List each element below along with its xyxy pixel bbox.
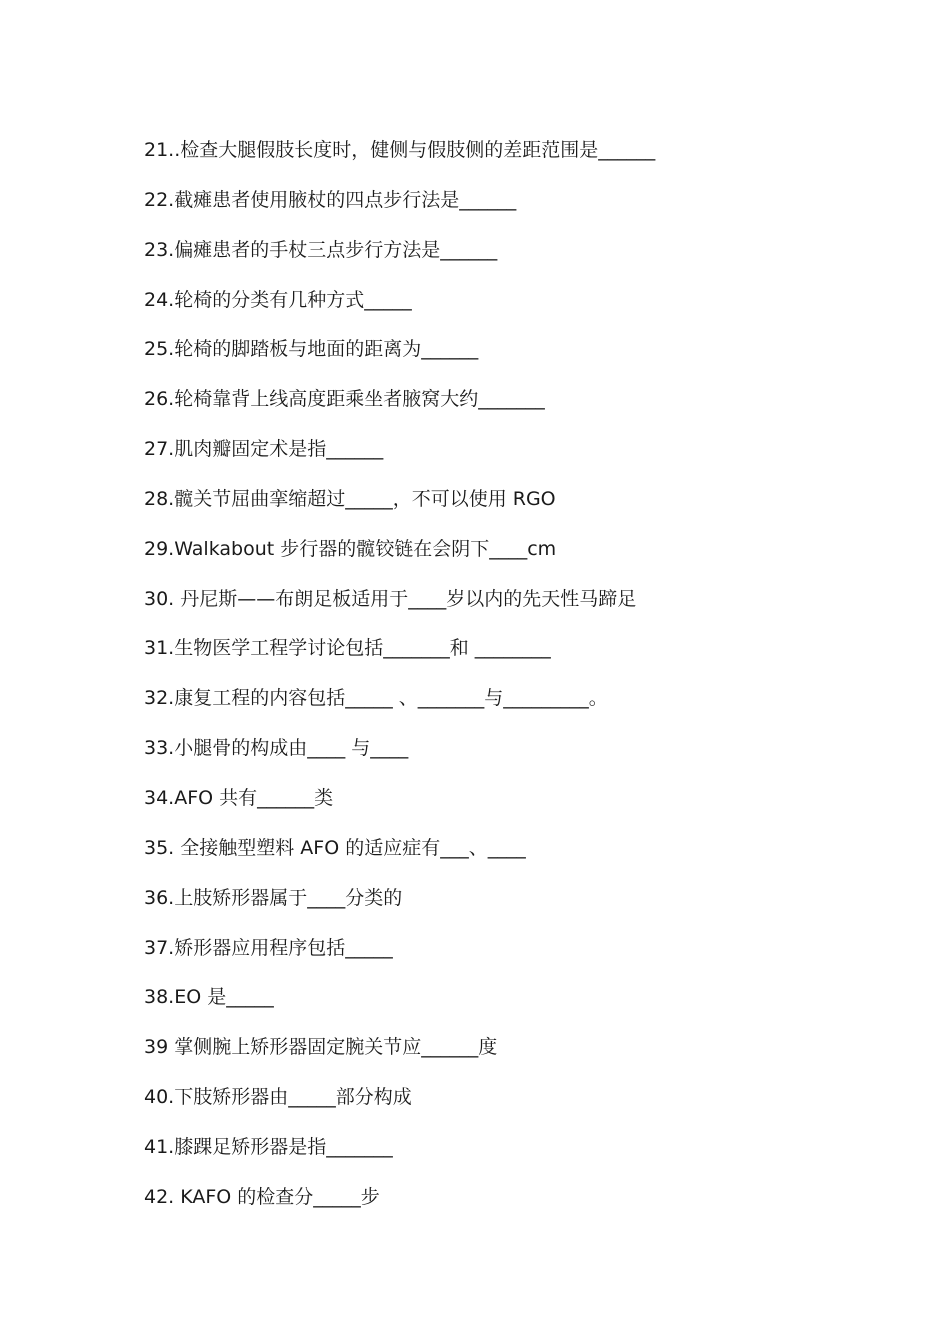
question-33: 33.小腿骨的构成由____ 与____ [144, 737, 409, 760]
question-38: 38.EO 是_____ [144, 986, 274, 1009]
question-31: 31.生物医学工程学讨论包括_______和 ________ [144, 637, 551, 660]
question-29: 29.Walkabout 步行器的髋铰链在会阴下____cm [144, 537, 557, 560]
question-30: 30. 丹尼斯——布朗足板适用于____岁以内的先天性马蹄足 [144, 587, 637, 610]
question-25: 25.轮椅的脚踏板与地面的距离为______ [144, 338, 479, 361]
question-28: 28.髋关节屈曲挛缩超过_____，不可以使用 RGO [144, 487, 556, 510]
question-35: 35. 全接触型塑料 AFO 的适应症有___、____ [144, 836, 526, 859]
question-22: 22.截瘫患者使用腋杖的四点步行法是______ [144, 188, 517, 211]
question-32: 32.康复工程的内容包括_____ 、_______与_________。 [144, 687, 608, 710]
question-34: 34.AFO 共有______类 [144, 786, 334, 809]
question-42: 42. KAFO 的检查分_____步 [144, 1185, 380, 1208]
question-24: 24.轮椅的分类有几种方式_____ [144, 288, 412, 311]
question-41: 41.膝踝足矫形器是指_______ [144, 1135, 393, 1158]
question-36: 36.上肢矫形器属于____分类的 [144, 886, 403, 909]
question-list [144, 136, 904, 1233]
question-39: 39 掌侧腕上矫形器固定腕关节应______度 [144, 1036, 498, 1059]
question-40: 40.下肢矫形器由_____部分构成 [144, 1086, 412, 1109]
question-23: 23.偏瘫患者的手杖三点步行方法是______ [144, 238, 498, 261]
question-26: 26.轮椅靠背上线高度距乘坐者腋窝大约_______ [144, 388, 545, 411]
question-21: 21..检查大腿假肢长度时，健侧与假肢侧的差距范围是______ [144, 139, 656, 161]
question-37: 37.矫形器应用程序包括_____ [144, 936, 393, 959]
question-27: 27.肌肉瓣固定术是指______ [144, 438, 384, 461]
